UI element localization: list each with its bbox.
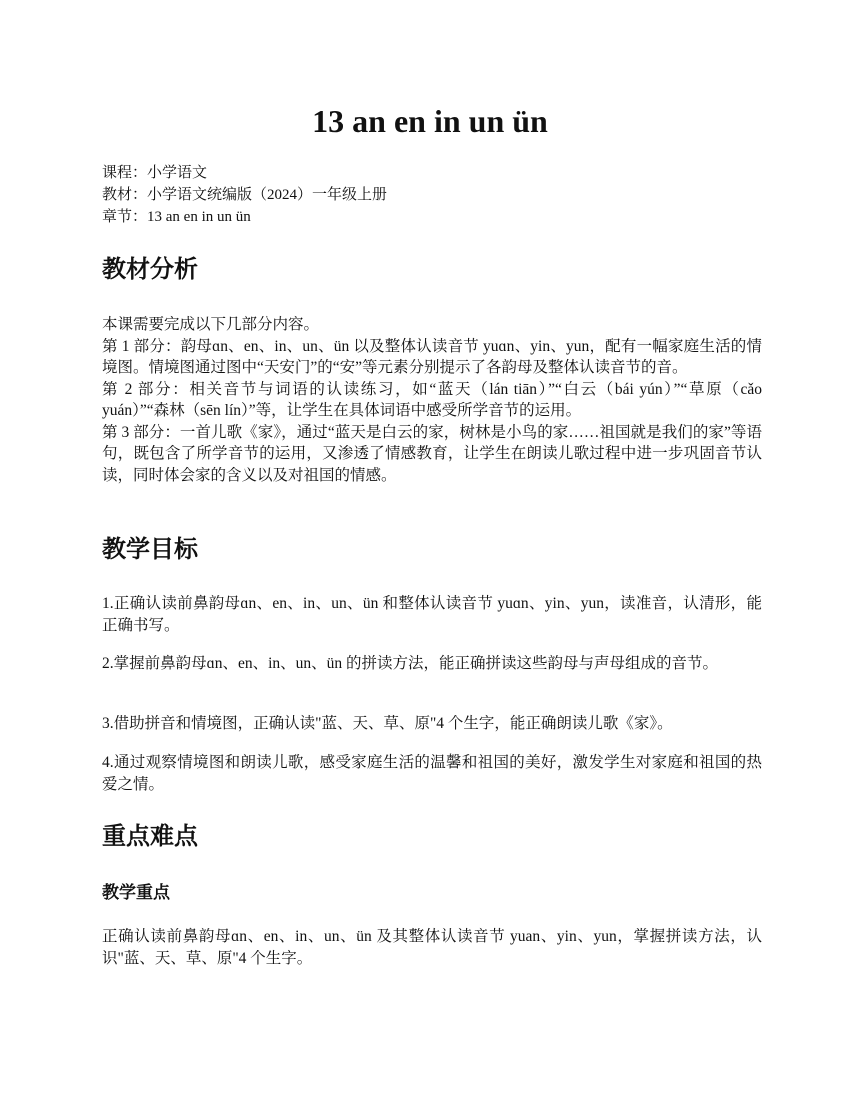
course-line: 课程：小学语文 xyxy=(102,165,208,181)
goal-item: 2.掌握前鼻韵母ɑn、en、in、un、ün 的拼读方法，能正确拼读这些韵母与声母组成的音节。 xyxy=(102,655,719,672)
analysis-part-1: 第 1 部分：韵母ɑn、en、in、un、ün 以及整体认读音节 yuɑn、yin、yun，配有一幅家庭生活的情境图。情境图通过图中“天安门”的“安”等元素分别提示了各韵母及整体认读音节的音。 xyxy=(102,337,762,376)
section-heading-goals: 教学目标 xyxy=(102,537,198,563)
goal-item: 1.正确认读前鼻韵母ɑn、en、in、un、ün 和整体认读音节 yuɑn、yin、yun，读准音，认清形，能正确书写。 xyxy=(102,595,762,634)
page-title: 13 an en in un ün xyxy=(312,103,548,139)
analysis-intro: 本课需要完成以下几部分内容。 xyxy=(102,316,320,333)
course-meta xyxy=(102,162,387,228)
section-heading-analysis: 教材分析 xyxy=(102,257,198,283)
goal-item: 3.借助拼音和情境图，正确认读"蓝、天、草、原"4 个生字，能正确朗读儿歌《家》。 xyxy=(102,715,673,732)
chapter-line: 章节：13 an en in un ün xyxy=(102,209,251,225)
analysis-body xyxy=(102,314,762,486)
key-point-text: 正确认读前鼻韵母ɑn、en、in、un、ün 及其整体认读音节 yuan、yin、yun，掌握拼读方法，认识"蓝、天、草、原"4 个生字。 xyxy=(102,928,762,967)
textbook-line: 教材：小学语文统编版（2024）一年级上册 xyxy=(102,187,388,203)
section-heading-difficulties: 重点难点 xyxy=(102,824,198,850)
subheading-key-points: 教学重点 xyxy=(102,883,170,902)
analysis-part-2: 第 2 部分：相关音节与词语的认读练习，如“蓝天（lán tiān）”“白云（bái yún）”“草原（cǎo yuán）”“森林（sēn lín）”等，让学生在具体词语中感受所学音节的运用。 xyxy=(102,380,762,419)
analysis-part-3: 第 3 部分：一首儿歌《家》，通过“蓝天是白云的家，树林是小鸟的家……祖国就是我们的家”等语句，既包含了所学音节的运用，又渗透了情感教育，让学生在朗读儿歌过程中进一步巩固音节认读，同时体会家的含义以及对祖国的情感。 xyxy=(102,423,762,484)
goal-item: 4.通过观察情境图和朗读儿歌，感受家庭生活的温馨和祖国的美好，激发学生对家庭和祖国的热爱之情。 xyxy=(102,754,762,793)
